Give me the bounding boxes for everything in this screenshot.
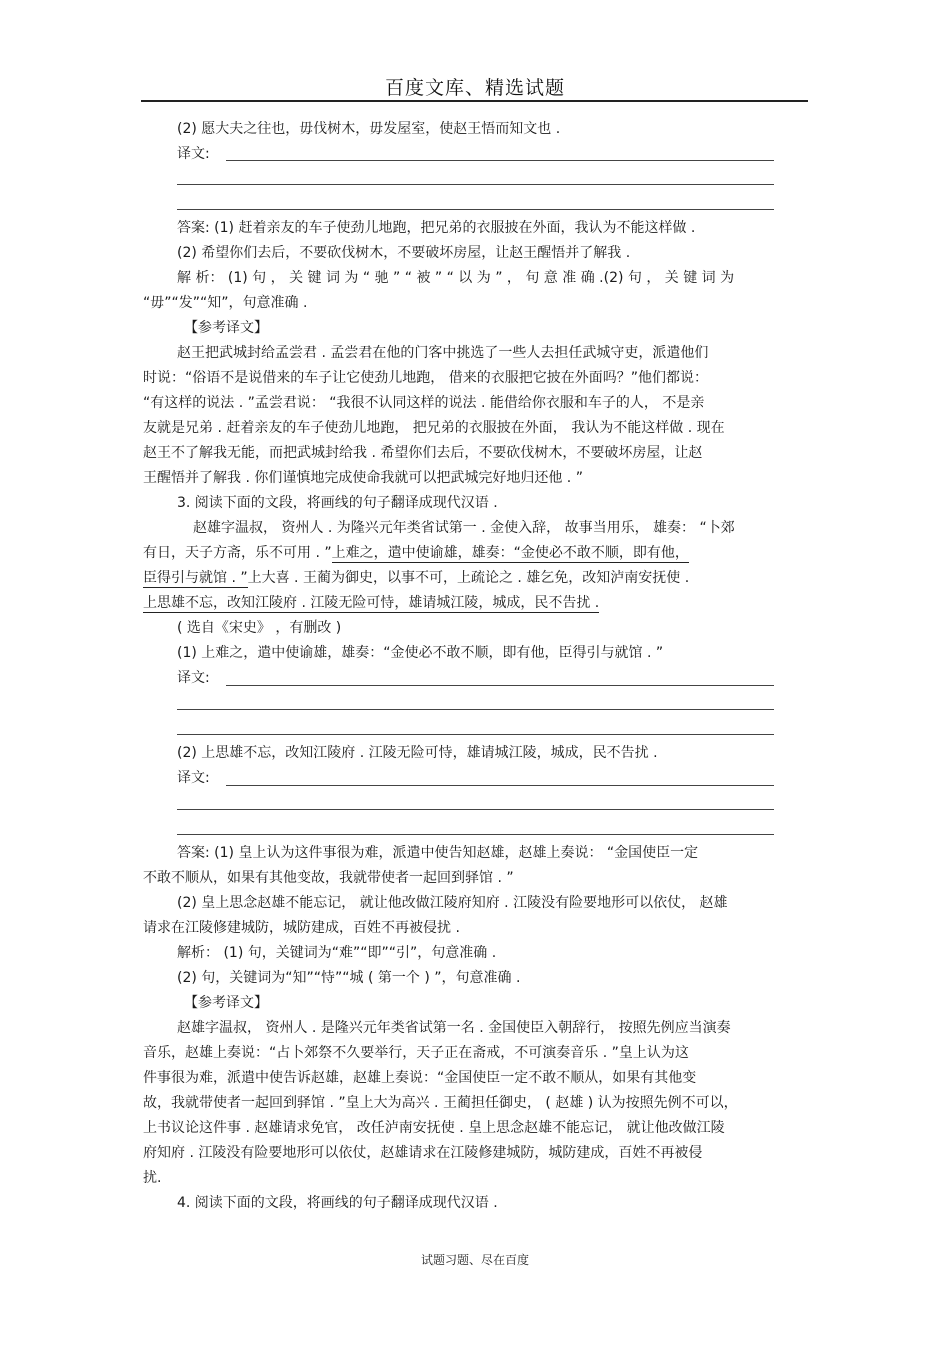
reference-translation-text: 王醒悟并了解我 . 你们谨慎地完成使命我就可以把武城完好地归还他 . ” (143, 470, 583, 486)
analysis-text: “毋”“发”“知”，句意准确 . (143, 295, 308, 311)
reference-translation-heading: 【参考译文】 (184, 320, 268, 336)
answer-text: 答案: (1) 赶着亲友的车子使劲儿地跑，把兄弟的衣服披在外面，我认为不能这样做 . (177, 220, 696, 236)
answer-line[interactable] (177, 734, 774, 735)
answer-line[interactable] (177, 834, 774, 835)
passage-text (143, 594, 599, 612)
answer-line[interactable] (226, 160, 774, 161)
passage-text (143, 544, 689, 562)
reference-translation-text: 扰. (143, 1170, 162, 1186)
question-3-heading: 3. 阅读下面的文段，将画线的句子翻译成现代汉语 . (177, 495, 498, 511)
reference-translation-text: 上书议论这件事 . 赵雄请求免官， 改任泸南安抚使 . 皇上思念赵雄不能忘记， 就让他改做江陵 (143, 1120, 725, 1136)
underlined-sentence-1: 上难之，遣中使谕雄，雄奏：“金使必不敢不顺，即有他， (331, 545, 689, 561)
reference-translation-heading: 【参考译文】 (184, 995, 268, 1011)
reference-translation-text: “有这样的说法 . ”孟尝君说： “我很不认同这样的说法 . 能借给你衣服和车子的人， 不是亲 (143, 395, 705, 411)
page-footer: 试题习题、尽在百度 (420, 1253, 529, 1267)
answer-text: 请求在江陵修建城防，城防建成，百姓不再被侵扰 . (143, 920, 460, 936)
answer-text: 不敢不顺从，如果有其他变故，我就带使者一起回到驿馆 . ” (143, 870, 514, 886)
reference-translation-text: 时说：“俗语不是说借来的车子让它使劲儿地跑， 借来的衣服把它披在外面吗？”他们都说： (143, 370, 708, 386)
reference-translation-text: 故，我就带使者一起回到驿馆 . ”皇上大为高兴 . 王蔺担任御史， ( 赵雄 ) 认为按照先例不可以， (143, 1095, 738, 1111)
answer-text: (2) 希望你们去后，不要砍伐树木，不要破坏房屋，让赵王醒悟并了解我 . (177, 245, 631, 261)
underlined-sentence-1: 臣得引与就馆 . ” (143, 570, 248, 586)
reference-translation-text: 府知府 . 江陵没有险要地形可以依仗，赵雄请求在江陵修建城防，城防建成，百姓不再被侵 (143, 1145, 703, 1161)
header-rule (141, 100, 808, 102)
underlined-sentence-2: 上思雄不忘，改知江陵府 . 江陵无险可恃，雄请城江陵，城成，民不告扰 . (143, 595, 600, 611)
answer-line[interactable] (177, 184, 774, 185)
answer-text: (2) 皇上思念赵雄不能忘记， 就让他改做江陵府知府 . 江陵没有险要地形可以依仗， 赵雄 (177, 895, 728, 911)
reference-translation-text: 赵雄字温叔， 资州人 . 是隆兴元年类省试第一名 . 金国使臣入朝辞行， 按照先例应当演奏 (177, 1020, 731, 1036)
reference-translation-text: 音乐，赵雄上奏说：“占卜郊祭不久要举行，天子正在斋戒，不可演奏音乐 . ”皇上认为这 (143, 1045, 689, 1061)
reference-translation-text: 赵王不了解我无能，而把武城封给我 . 希望你们去后，不要砍伐树木，不要破坏房屋，让赵 (143, 445, 703, 461)
answer-line[interactable] (177, 209, 774, 210)
question-3-2-text: (2) 上思雄不忘，改知江陵府 . 江陵无险可恃，雄请城江陵，城成，民不告扰 . (177, 745, 658, 761)
passage-text-plain: 上大喜 . 王蔺为御史，以事不可，上疏论之 . 雄乞免，改知泸南安抚使 . (247, 570, 690, 586)
question-4-heading: 4. 阅读下面的文段，将画线的句子翻译成现代汉语 . (177, 1195, 498, 1211)
page-header-title: 百度文库、精选试题 (384, 77, 565, 99)
translation-label: 译文: (177, 670, 210, 686)
answer-line[interactable] (177, 809, 774, 810)
passage-text-plain: 有日，天子方斋，乐不可用 . ” (143, 545, 332, 561)
reference-translation-text: 友就是兄弟 . 赶着亲友的车子使劲儿地跑， 把兄弟的衣服披在外面， 我认为不能这样做 . 现在 (143, 420, 725, 436)
question-3-1-text: (1) 上难之，遣中使谕雄，雄奏：“金使必不敢不顺，即有他，臣得引与就馆 . ” (177, 645, 664, 661)
analysis-text: (2) 句，关键词为“知”“恃”“城 ( 第一个 ) ”，句意准确 . (177, 970, 521, 986)
answer-line[interactable] (177, 709, 774, 710)
analysis-text: 解析： (1) 句，关键词为“难”“即”“引”，句意准确 . (177, 945, 497, 961)
passage-text: 赵雄字温叔， 资州人 . 为隆兴元年类省试第一 . 金使入辞， 故事当用乐， 雄奏： “卜郊 (193, 520, 735, 536)
reference-translation-text: 件事很为难，派遣中使告诉赵雄，赵雄上奏说：“金国使臣一定不敢不顺从，如果有其他变 (143, 1070, 697, 1086)
answer-line[interactable] (226, 685, 774, 686)
reference-translation-text: 赵王把武城封给孟尝君 . 孟尝君在他的门客中挑选了一些人去担任武城守吏，派遣他们 (177, 345, 709, 361)
analysis-text: 解 析： (1) 句 ， 关 键 词 为 “ 驰 ” “ 被 ” “ 以 为 ” ， 句 意 准 确 .(2) 句 ， 关 键 词 为 (177, 270, 735, 286)
passage-source: ( 选自《宋史》 ，有删改 ) (177, 620, 342, 636)
translation-label: 译文: (177, 770, 210, 786)
question-2-text: (2) 愿大夫之往也，毋伐树木，毋发屋室，使赵王悟而知文也 . (177, 121, 561, 137)
answer-line[interactable] (226, 785, 774, 786)
passage-text (143, 569, 689, 587)
translation-label: 译文: (177, 146, 210, 162)
answer-text: 答案: (1) 皇上认为这件事很为难，派遣中使告知赵雄，赵雄上奏说： “金国使臣一定 (177, 845, 699, 861)
